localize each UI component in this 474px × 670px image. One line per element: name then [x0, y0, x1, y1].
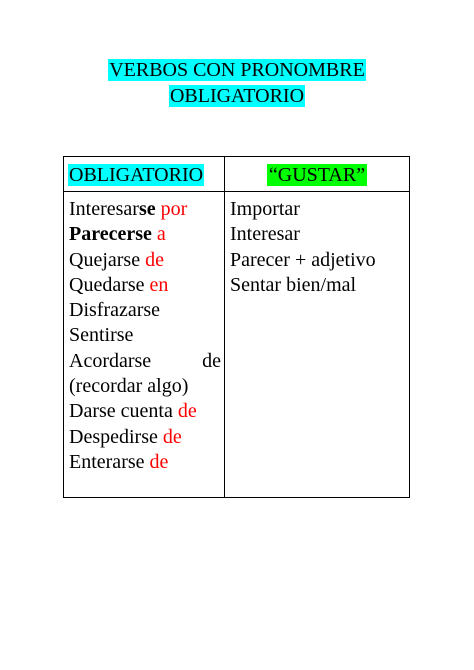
header-gustar-label: “GUSTAR” — [268, 164, 366, 186]
header-gustar — [224, 163, 410, 187]
list-item: Interesarse por — [69, 198, 188, 220]
page-title — [0, 57, 474, 109]
title-line-2: OBLIGATORIO — [169, 85, 305, 107]
list-item: (recordar algo) — [69, 375, 189, 398]
list-item: Sentirse — [69, 324, 134, 347]
gustar-list — [230, 197, 406, 298]
column-divider — [224, 157, 225, 497]
list-item: Disfrazarse — [69, 299, 161, 322]
obligatorio-list — [69, 197, 221, 475]
list-item: Parecer + adjetivo — [230, 248, 376, 271]
header-obligatorio-label: OBLIGATORIO — [69, 164, 204, 186]
list-item: Darse cuenta de — [69, 400, 197, 423]
list-item: Acordarse de — [69, 349, 221, 372]
list-item: Quejarse de — [69, 248, 164, 271]
list-item: Quedarse en — [69, 273, 169, 296]
list-item: Importar — [230, 198, 300, 220]
list-item: Enterarse de — [69, 450, 169, 473]
title-line-1: VERBOS CON PRONOMBRE — [109, 59, 365, 81]
list-item: Parecerse a — [69, 223, 166, 246]
header-divider — [64, 191, 409, 192]
verbs-table — [63, 156, 410, 498]
list-item: Interesar — [230, 223, 300, 246]
list-item: Despedirse de — [69, 425, 182, 448]
header-obligatorio — [68, 163, 218, 187]
list-item: Sentar bien/mal — [230, 273, 357, 296]
